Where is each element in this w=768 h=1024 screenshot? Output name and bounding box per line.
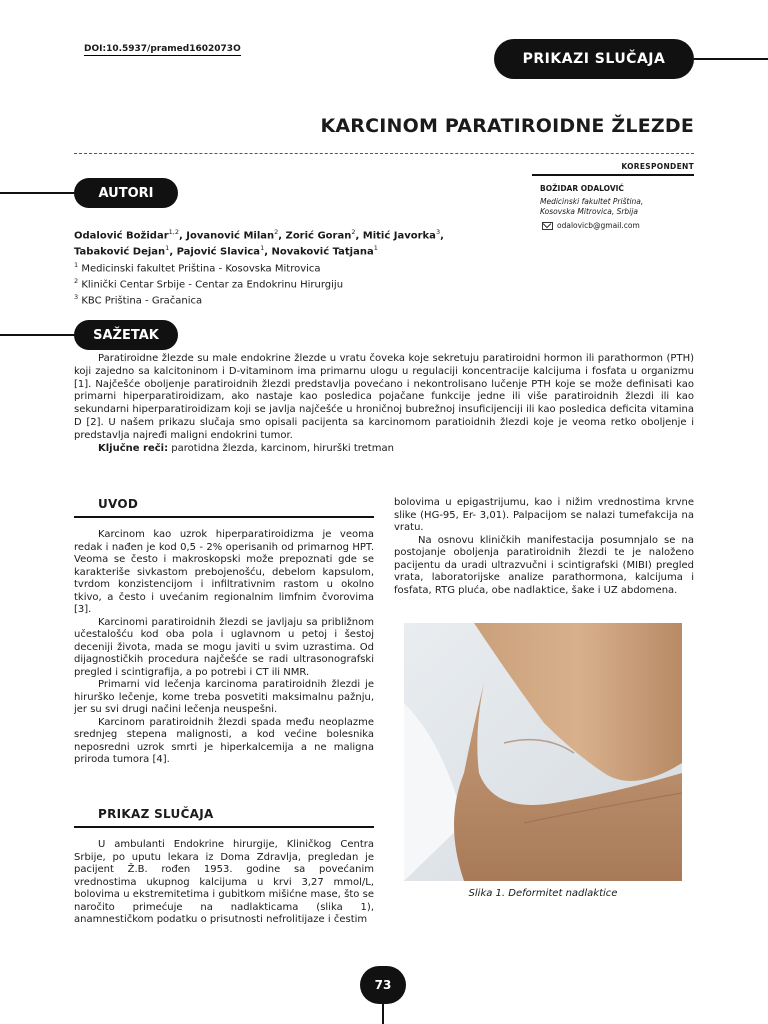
- paragraph: Karcinom kao uzrok hiperparatiroidizma je veoma redak i nađen je kod 0,5 - 2% operisanih od primarnog HPT. Veoma se često i makroskopski može prepoznati gde se karakteriše sivkastom prebojenošću, debelom kapsulom, tvrdom konzistencijom i infiltrativnim rastom u okolno tkivo, a često i uvećanim regionalnim limfnim čvorovima [3].: [74, 529, 374, 615]
- affiliation-line: Kosovska Mitrovica, Srbija: [540, 207, 638, 216]
- authors-line-2: [74, 242, 464, 258]
- author: , Zorić Goran: [278, 230, 352, 242]
- upper-arm-photo: [404, 623, 682, 881]
- correspondent-name: BOŽIDAR ODALOVIĆ: [540, 184, 624, 193]
- author: , Novaković Tatjana: [264, 246, 374, 258]
- author-sup: 1,2: [168, 228, 179, 236]
- affiliation-line: Medicinski fakultet Priština,: [540, 197, 644, 206]
- authors-line-1: [74, 226, 464, 242]
- correspondent-heading: KORESPONDENT: [621, 162, 694, 171]
- authors-block: [74, 226, 464, 308]
- article-title: KARCINOM PARATIROIDNE ŽLEZDE: [320, 115, 694, 137]
- page-number-rule: [382, 1004, 384, 1024]
- author: ,: [440, 230, 444, 242]
- uvod-heading: UVOD: [98, 497, 139, 511]
- author-sup: 2: [274, 228, 279, 236]
- affiliation-sup: 1: [74, 260, 79, 269]
- section-rule: [694, 58, 768, 60]
- author-sup: 1: [260, 244, 265, 253]
- prikaz-body: [74, 839, 374, 927]
- author-sup: 3: [435, 228, 441, 236]
- author-sup: 1: [373, 244, 378, 253]
- affiliation-item: [74, 259, 464, 275]
- keywords-text: parotidna žlezda, karcinom, hirurški tretman: [168, 442, 394, 454]
- paragraph: bolovima u epigastrijumu, kao i nižim vrednostima krvne slike (HG-95, Er- 3,01). Palpacijom se nalazi tumefakcija na vratu.: [394, 497, 694, 533]
- right-column-body: [394, 497, 694, 597]
- prikaz-heading: PRIKAZ SLUČAJA: [98, 807, 214, 821]
- abstract: [74, 353, 694, 455]
- author: , Jovanović Milan: [178, 230, 275, 242]
- affiliation-text: Klinički Centar Srbije - Centar za Endokrinu Hirurgiju: [81, 279, 344, 291]
- affiliation-item: [74, 291, 464, 307]
- affiliation-item: [74, 275, 464, 291]
- author: Odalović Božidar: [74, 230, 169, 242]
- affiliation-sup: 2: [74, 276, 79, 285]
- correspondent-email-row: [542, 221, 640, 230]
- paragraph: U ambulanti Endokrine hirurgije, Kliničkog Centra Srbije, po uputu lekara iz Doma Zdravlja, pregledan je pacijent Ž.B. rođen 1953. godine sa povećanim vrednostima ukupnog kalcijuma u krvi 3,27 mmol/L, bolovima u ekstremitetima i gubitkom mišićne mase, što se naročito primećuje na nadlakticama (slika 1), anamnestičkom podatku o prisutnosti nefrolitijaze i čestim: [74, 839, 374, 925]
- correspondent-rule: [532, 174, 694, 176]
- figure-photo: [404, 623, 682, 881]
- author: Tabaković Dejan: [74, 246, 166, 258]
- abstract-tag: SAŽETAK: [74, 320, 178, 350]
- authors-rule: [0, 192, 76, 194]
- author-sup: 1: [165, 244, 170, 253]
- section-label: PRIKAZI SLUČAJA: [494, 39, 694, 79]
- abstract-rule: [0, 334, 76, 336]
- uvod-body: [74, 529, 374, 767]
- envelope-icon: [542, 222, 553, 230]
- prikaz-rule: [74, 826, 374, 828]
- author: , Pajović Slavica: [169, 246, 261, 258]
- affiliation-sup: 3: [74, 293, 79, 302]
- keywords: [74, 443, 694, 456]
- figure-caption: Slika 1. Deformitet nadlaktice: [468, 888, 618, 899]
- paragraph: Karcinomi paratiroidnih žlezdi se javljaju sa približnom učestalošću kod oba pola i uglavnom u petoj i šestoj deceniji života, mada se mogu javiti u svim uzrastima. Od dijagnostičkih procedura najčešće se radi ultrasonografski pregled i scintigrafija, a po potrebi i CT ili NMR.: [74, 616, 374, 678]
- paragraph: Primarni vid lečenja karcinoma paratiroidnih žlezdi je hirurško lečenje, kome treba posvetiti maksimalnu pažnju, jer su svi drugi načini lečenja neuspešni.: [74, 679, 374, 715]
- paragraph: Karcinom paratiroidnih žlezdi spada među neoplazme srednjeg stepena malignosti, a kod većine bolesnika neposredni uzrok smrti je hiperkalcemija a ne maligna priroda tumora [4].: [74, 716, 374, 765]
- paragraph: Na osnovu kliničkih manifestacija posumnjalo se na postojanje oboljenja paratiroidnih žlezdi te je naloženo pacijentu da uradi ultrazvučni i scintigrafski (MIBI) pregled vrata, laboratorijske analize parathormona, kalcijuma i fosfata, RTG pluća, obe nadlaktice, šake i UZ abdomena.: [394, 534, 694, 596]
- correspondent-email[interactable]: odalovicb@gmail.com: [557, 221, 640, 230]
- affiliation-text: KBC Priština - Gračanica: [81, 295, 203, 307]
- page-number: 73: [360, 966, 406, 1004]
- abstract-text: Paratiroidne žlezde su male endokrine žlezde u vratu čoveka koje sekretuju paratiroidni hormon ili parathormon (PTH) koji zajedno sa kalcitoninom i D-vitaminom ima primarnu ulogu u regulaciji koncentracije kalcijuma i fosfata u organizmu [1]. Najčešće oboljenje paratiroidnih žlezdi predstavlja povećano i nekontrolisano lučenje PTH koje se može definisati kao primarni hiperparatiroidizam, ako nastaje kao posledica pojačane funkcije jedne ili više paratiroidnih žlezdi ili kao sekundarni hiperparatiroidizam koji se javlja najčešće u hroničnoj bubrežnoj insuficijenciji ili kao posledica deficita vitamina D [2]. U našem prikazu slučaja smo opisali pacijenta sa karcinomom paratioidnih žlezdi koje je veoma retko oboljenje i predstavlja najređi maligni endokrini tumor.: [74, 353, 694, 441]
- affiliation-text: Medicinski fakultet Priština - Kosovska Mitrovica: [81, 262, 321, 274]
- authors-tag: AUTORI: [74, 178, 178, 208]
- title-divider: [74, 153, 694, 154]
- keywords-label: Ključne reči:: [98, 442, 169, 454]
- author: , Mitić Javorka: [355, 230, 436, 242]
- uvod-rule: [74, 516, 374, 518]
- doi: DOI:10.5937/pramed1602073O: [84, 44, 241, 54]
- author-sup: 2: [351, 228, 356, 236]
- correspondent-affiliation: [540, 197, 700, 217]
